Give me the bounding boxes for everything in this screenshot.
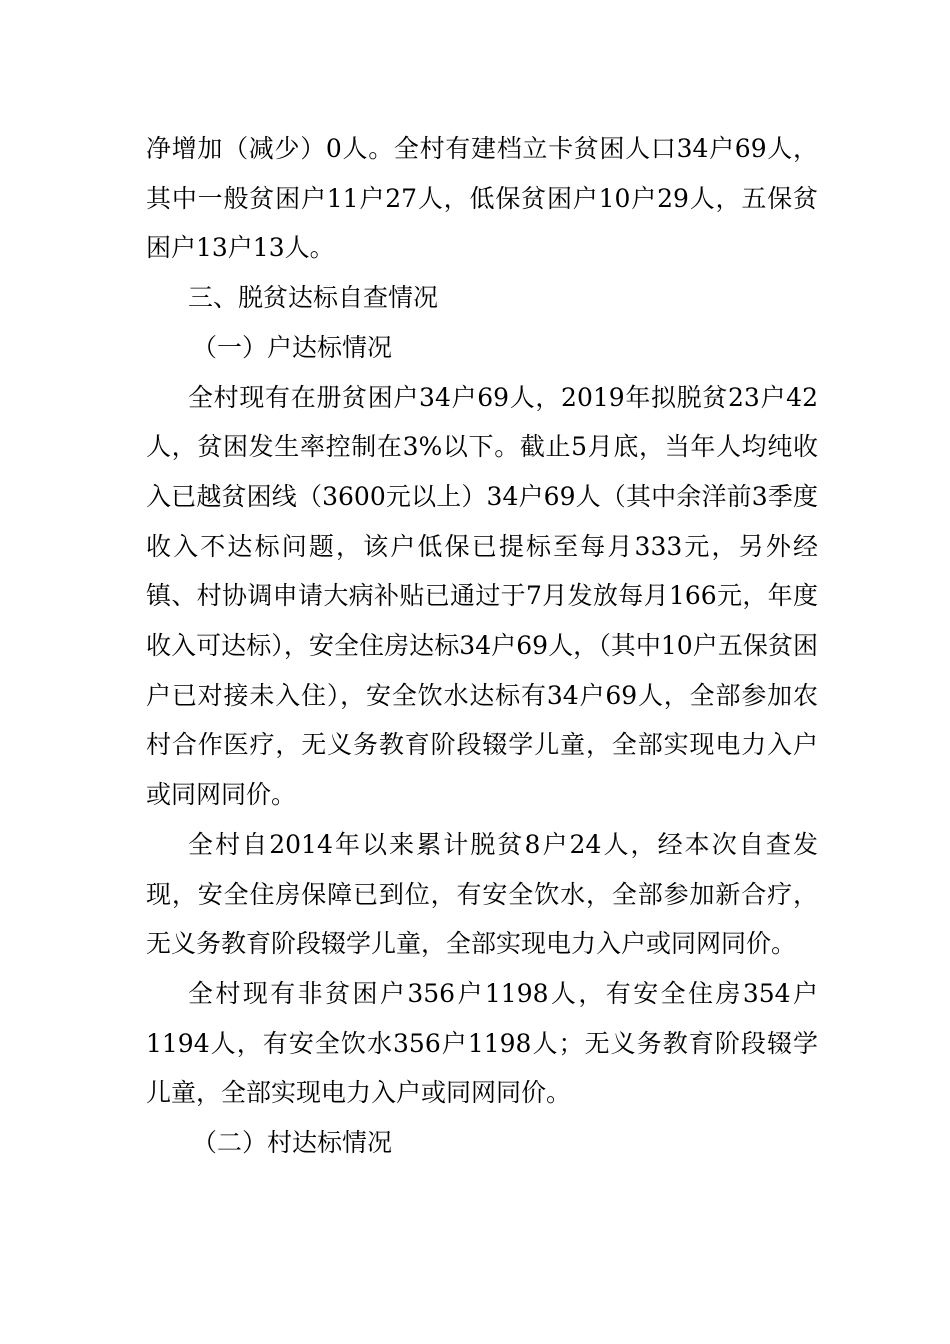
paragraph-population-summary: 净增加（减少）0人。全村有建档立卡贫困人口34户69人，其中一般贫困户11户27人，低保贫困户10户29人，五保贫困户13户13人。 xyxy=(146,134,818,263)
paragraph-registered-poor-households: 全村现有在册贫困户34户69人，2019年拟脱贫23户42人，贫困发生率控制在3%以下。截止5月底，当年人均纯收入已越贫困线（3600元以上）34户69人（其中余洋前3季度收入不达标问题，该户低保已提标至每月333元，另外经镇、村协调申请大病补贴已通过于7月发放每月166元，年度收入可达标），安全住房达标34户69人，（其中10户五保贫困户已对接未入住），安全饮水达标有34户69人，全部参加农村合作医疗，无义务教育阶段辍学儿童，全部实现电力入户或同网同价。 xyxy=(146,382,818,810)
paragraph-cumulative-poverty-exit: 全村自2014年以来累计脱贫8户24人，经本次自查发现，安全住房保障已到位，有安全饮水，全部参加新合疗，无义务教育阶段辍学儿童，全部实现电力入户或同网同价。 xyxy=(146,829,818,959)
subsection-heading-village: （二）村达标情况 xyxy=(192,1128,393,1158)
section-heading-self-check: 三、脱贫达标自查情况 xyxy=(188,283,439,313)
document-body xyxy=(146,124,818,1168)
paragraph-non-poor-households: 全村现有非贫困户356户1198人，有安全住房354户1194人，有安全饮水356户1198人；无义务教育阶段辍学儿童，全部实现电力入户或同网同价。 xyxy=(146,978,818,1108)
subsection-heading-household: （一）户达标情况 xyxy=(192,332,393,362)
